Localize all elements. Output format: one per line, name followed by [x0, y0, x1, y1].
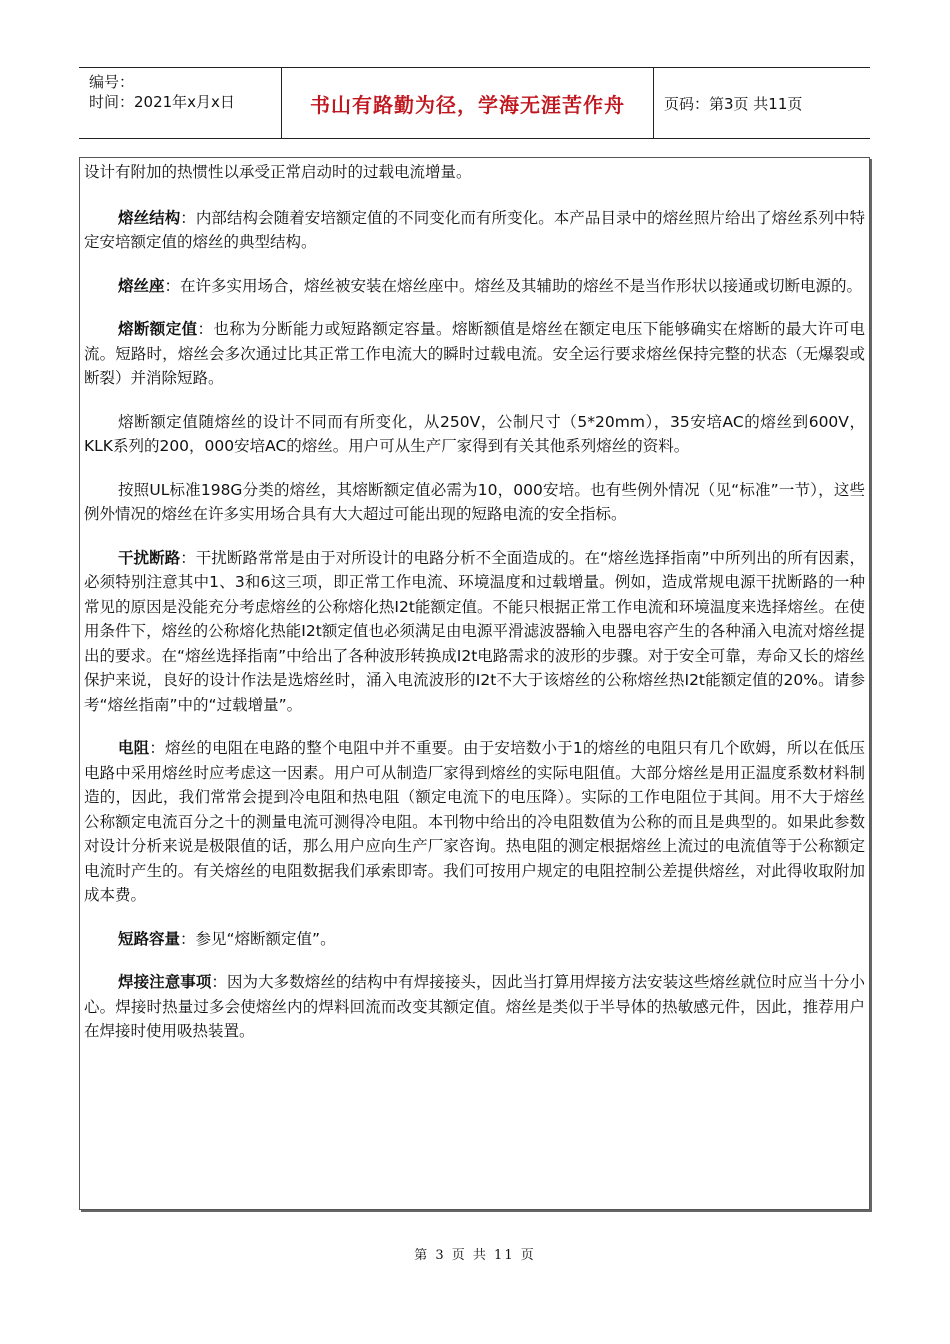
- paragraph-nuisance-opening: [84, 546, 865, 718]
- page-header: [79, 67, 870, 139]
- paragraph-short-circuit: [84, 927, 865, 952]
- paragraph-fuse-holder: [84, 274, 865, 299]
- paragraph-soldering: [84, 970, 865, 1044]
- paragraph-text: ：在许多实用场合，熔丝被安装在熔丝座中。熔丝及其辅助的熔丝不是当作形状以接通或切断电源的。: [164, 276, 863, 295]
- page-footer: 第 3 页 共 11 页: [414, 1248, 536, 1263]
- term-nuisance-opening: 干扰断路: [118, 548, 181, 567]
- term-soldering: 焊接注意事项: [118, 973, 212, 991]
- term-breaking-rating: 熔断额定值: [118, 320, 198, 338]
- content-box: [79, 157, 870, 1210]
- term-resistance: 电阻: [118, 739, 150, 757]
- header-motto-cell: [282, 68, 654, 138]
- paragraph-text: ：内部结构会随着安培额定值的不同变化而有所变化。本产品目录中的熔丝照片给出了熔丝系列中特定安培额定值的熔丝的典型结构。: [84, 208, 865, 251]
- header-motto: 书山有路勤为径，学海无涯苦作舟: [310, 92, 625, 117]
- paragraph-text: ：参见“熔断额定值”。: [180, 929, 336, 948]
- paragraph-text: 熔断额定值随熔丝的设计不同而有所变化，从250V，公制尺寸（5*20mm），35安培AC的熔丝到600V，KLK系列的200，000安培AC的熔丝。用户可从生产厂家得到有关其他系列熔丝的资料。: [84, 412, 865, 455]
- paragraph-text: 按照UL标准198G分类的熔丝，其熔断额定值必需为10，000安培。也有些例外情况（见“标准”一节），这些例外情况的熔丝在许多实用场合具有大大超过可能出现的短路电流的安全指标。: [84, 480, 865, 523]
- paragraph-text: ：干扰断路常常是由于对所设计的电路分析不全面造成的。在“熔丝选择指南”中所列出的所有因素，必须特别注意其中1、3和6这三项，即正常工作电流、环境温度和过载增量。例如，造成常规电源干扰断路的一种常见的原因是没能充分考虑熔丝的公称熔化热I2t能额定值。不能只根据正常工作电流和环境温度来选择熔丝。在使用条件下，熔丝的公称熔化热能I2t额定值也必须满足由电源平滑滤波器输入电器电容产生的各种涌入电流对熔丝提出的要求。在“熔丝选择指南”中给出了各种波形转换成I2t电路需求的波形的步骤。对于安全可靠，寿命又长的熔丝保护来说，良好的设计作法是选熔丝时，涌入电流波形的I2t不大于该熔丝的公称熔丝热I2t能额定值的20%。请参考“熔丝指南”中的“过载增量”。: [84, 548, 865, 714]
- paragraph-continuation: [84, 160, 865, 185]
- header-page-number: 页码：第3页 共11页: [664, 94, 803, 113]
- term-fuse-holder: 熔丝座: [118, 276, 165, 295]
- paragraph-ul-standard: [84, 478, 865, 527]
- paragraph-resistance: [84, 736, 865, 908]
- term-short-circuit: 短路容量: [118, 929, 181, 948]
- paragraph-text: ：也称为分断能力或短路额定容量。熔断额值是熔丝在额定电压下能够确实在熔断的最大许可电流。短路时，熔丝会多次通过比其正常工作电流大的瞬时过载电流。安全运行要求熔丝保持完整的状态（无爆裂或断裂）并消除短路。: [84, 320, 865, 387]
- term-fuse-structure: 熔丝结构: [118, 208, 181, 227]
- paragraph-text: ：熔丝的电阻在电路的整个电阻中并不重要。由于安培数小于1的熔丝的电阻只有几个欧姆，所以在低压电路中采用熔丝时应考虑这一因素。用户可从制造厂家得到熔丝的实际电阻值。大部分熔丝是用正温度系数材料制造的，因此，我们常常会提到冷电阻和热电阻（额定电流下的电压降）。实际的工作电阻位于其间。用不大于熔丝公称额定电流百分之十的测量电流可测得冷电阻。本刊物中给出的冷电阻数值为公称的而且是典型的。如果此参数对设计分析来说是极限值的话，那么用户应向生产厂家咨询。热电阻的测定根据熔丝上流过的电流值等于公称额定电流时产生的。有关熔丝的电阻数据我们承索即寄。我们可按用户规定的电阻控制公差提供熔丝，对此得收取附加成本费。: [84, 739, 865, 904]
- document-date-label: 时间：2021年x月x日: [89, 93, 235, 111]
- paragraph-text: ：因为大多数熔丝的结构中有焊接接头，因此当打算用焊接方法安装这些熔丝就位时应当十分小心。焊接时热量过多会使熔丝内的焊料回流而改变其额定值。熔丝是类似于半导体的热敏感元件，因此，推荐用户在焊接时使用吸热装置。: [84, 973, 865, 1040]
- paragraph-fuse-structure: [84, 206, 865, 255]
- paragraph-rating-range: [84, 410, 865, 459]
- paragraph-breaking-rating: [84, 317, 865, 391]
- paragraph-text: 设计有附加的热惯性以承受正常启动时的过载电流增量。: [84, 163, 472, 181]
- document-number-label: 编号：: [89, 73, 135, 91]
- header-meta: [79, 68, 282, 138]
- header-page-cell: [654, 68, 870, 138]
